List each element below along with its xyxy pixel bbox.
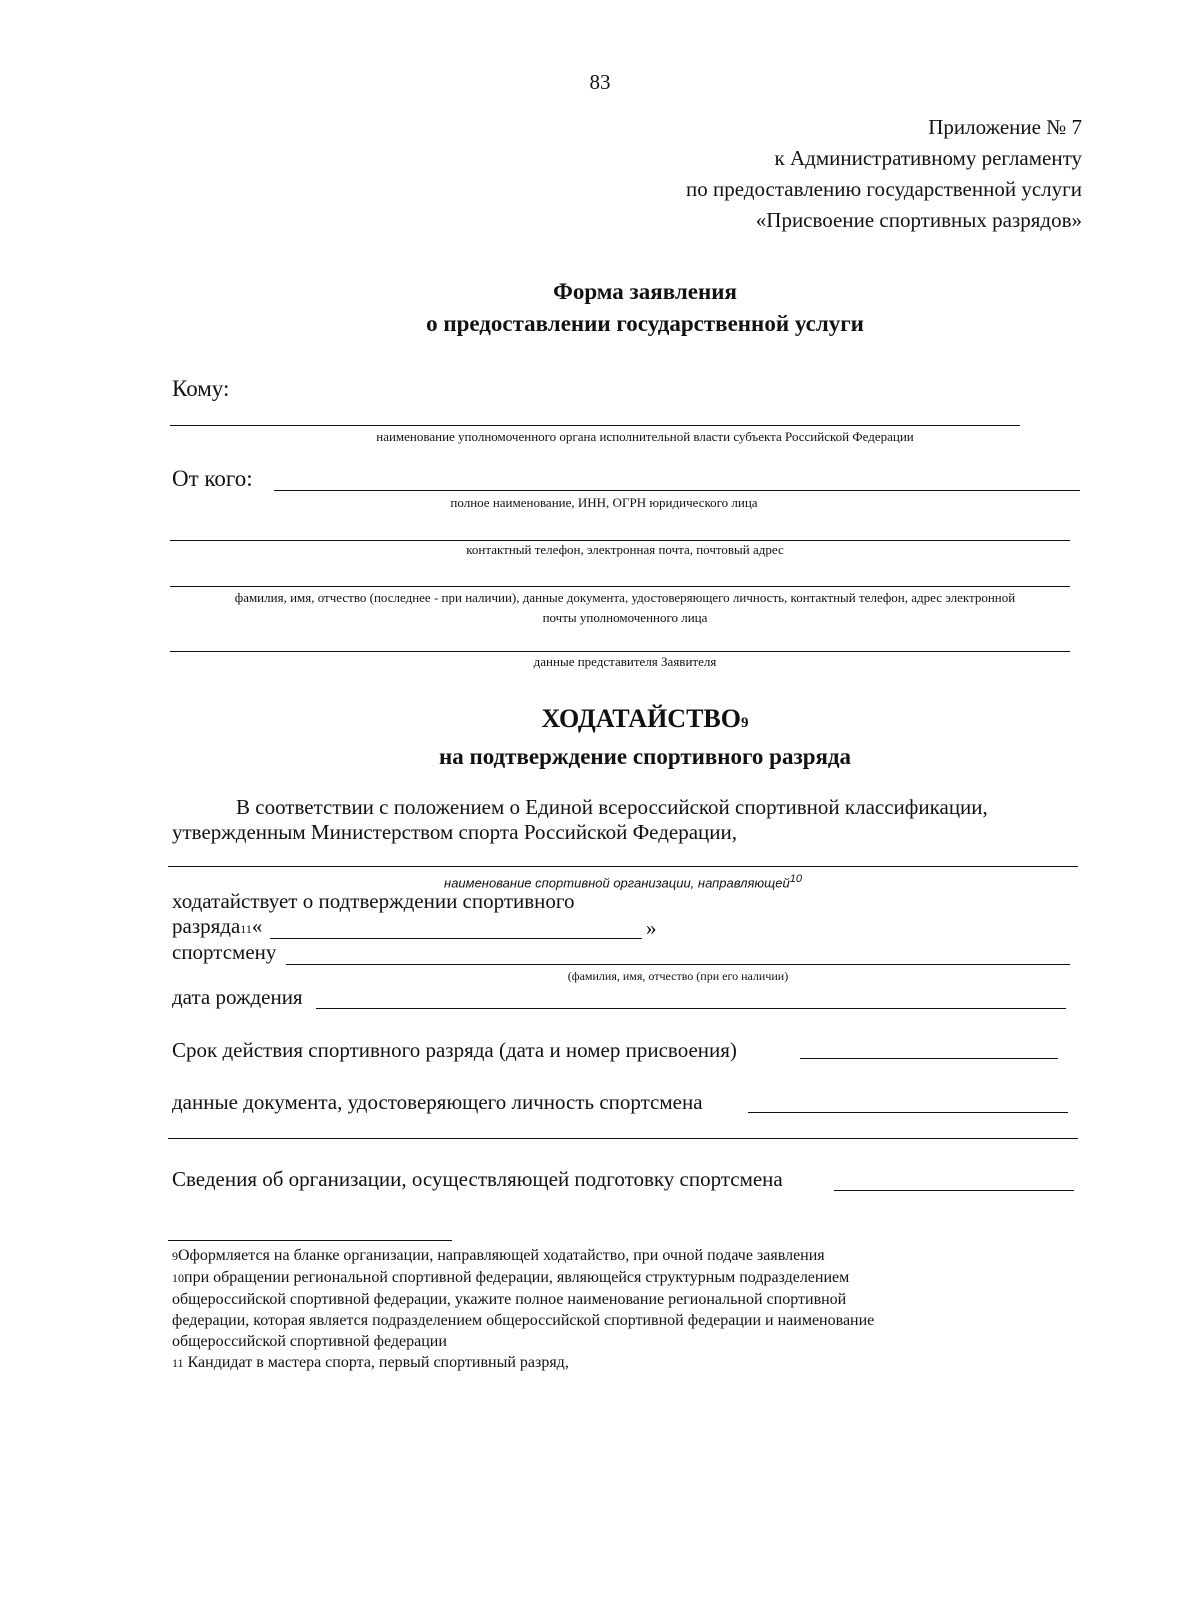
footnote-9-text: Оформляется на бланке организации, направляющей ходатайство, при очной подаче заявления bbox=[178, 1247, 825, 1264]
id-doc-label: данные документа, удостоверяющего личность спортсмена bbox=[172, 1090, 703, 1114]
footnote-9 bbox=[172, 1245, 1032, 1267]
sender-caption-3-line-2: почты уполномоченного лица bbox=[542, 610, 708, 625]
sender-caption-1: полное наименование, ИНН, ОГРН юридического лица bbox=[450, 495, 758, 510]
rank-row bbox=[172, 914, 262, 939]
footnote-11 bbox=[172, 1352, 1032, 1374]
petition-title-note: 9 bbox=[741, 715, 749, 731]
sender-line-3[interactable] bbox=[170, 586, 1070, 587]
appendix-block bbox=[686, 112, 1082, 236]
sender-caption-4: данные представителя Заявителя bbox=[533, 654, 717, 669]
footnote-10 bbox=[172, 1267, 1032, 1289]
footnote-10-text-1: при обращении региональной спортивной федерации, являющейся структурным подразделением bbox=[184, 1269, 850, 1286]
sender-caption-2: контактный телефон, электронная почта, почтовый адрес bbox=[466, 542, 784, 557]
recipient-caption: наименование уполномоченного органа исполнительной власти субъекта Российской Федерации bbox=[376, 429, 914, 444]
footnote-11-mark: 11 bbox=[172, 1356, 184, 1370]
org-info-label: Сведения об организации, осуществляющей подготовку спортсмена bbox=[172, 1167, 783, 1191]
rank-input-line[interactable] bbox=[270, 938, 642, 939]
athlete-input-line[interactable] bbox=[286, 964, 1070, 965]
sender-caption-3-line-1: фамилия, имя, отчество (последнее - при наличии), данные документа, удостоверяющего личность, контактный телефон, адрес электронной bbox=[234, 590, 1016, 605]
petition-title bbox=[0, 702, 1200, 774]
footnote-10-text-3: федерации, которая является подразделением общероссийской спортивной федерации и наименование bbox=[172, 1312, 875, 1329]
id-doc-input-line-2[interactable] bbox=[168, 1138, 1078, 1139]
appendix-line-1: Приложение № 7 bbox=[928, 115, 1082, 139]
requests-line: ходатайствует о подтверждении спортивного bbox=[172, 889, 575, 913]
petition-title-text: ХОДАТАЙСТВО bbox=[541, 704, 741, 733]
footnote-separator bbox=[168, 1240, 452, 1241]
rank-label: разряда bbox=[172, 914, 241, 938]
rank-open-quote: « bbox=[251, 914, 263, 938]
org-caption-note: 10 bbox=[789, 873, 802, 885]
footnotes bbox=[172, 1245, 1032, 1374]
footnote-11-text: Кандидат в мастера спорта, первый спортивный разряд, bbox=[183, 1354, 569, 1371]
recipient-line[interactable] bbox=[170, 425, 1020, 426]
rank-close-quote: » bbox=[646, 916, 657, 940]
id-doc-input-line[interactable] bbox=[748, 1112, 1068, 1113]
sender-line-1[interactable] bbox=[274, 490, 1080, 491]
footnote-10-text-2: общероссийской спортивной федерации, укажите полное наименование региональной спортивной bbox=[172, 1291, 847, 1308]
appendix-line-2: к Административному регламенту bbox=[774, 146, 1082, 170]
rank-note: 11 bbox=[240, 922, 252, 936]
birth-label: дата рождения bbox=[172, 985, 303, 1009]
intro-line-2: утвержденным Министерством спорта Российской Федерации, bbox=[172, 820, 738, 844]
form-title-line-2: о предоставлении государственной услуги bbox=[426, 311, 864, 336]
appendix-line-3: по предоставлению государственной услуги bbox=[686, 177, 1082, 201]
birth-input-line[interactable] bbox=[316, 1008, 1066, 1009]
footnote-10-text-4: общероссийской спортивной федерации bbox=[172, 1333, 447, 1350]
form-title bbox=[0, 276, 1200, 340]
athlete-label: спортсмену bbox=[172, 940, 277, 964]
footnote-9-mark: 9 bbox=[172, 1249, 178, 1263]
footnote-10-mark: 10 bbox=[172, 1271, 184, 1285]
sender-label: От кого: bbox=[172, 466, 253, 491]
recipient-label: Кому: bbox=[172, 376, 230, 401]
athlete-caption: (фамилия, имя, отчество (при его наличии) bbox=[567, 969, 789, 983]
petition-subtitle: на подтверждение спортивного разряда bbox=[438, 744, 852, 769]
form-title-line-1: Форма заявления bbox=[553, 279, 737, 304]
validity-label: Срок действия спортивного разряда (дата и номер присвоения) bbox=[172, 1038, 737, 1062]
sender-caption-3 bbox=[160, 588, 1090, 628]
validity-input-line[interactable] bbox=[800, 1058, 1058, 1059]
org-name-line[interactable] bbox=[168, 866, 1078, 867]
appendix-line-4: «Присвоение спортивных разрядов» bbox=[755, 208, 1082, 232]
page-number: 83 bbox=[589, 70, 611, 94]
org-info-input-line[interactable] bbox=[834, 1190, 1074, 1191]
org-name-caption: наименование спортивной организации, направляющей$^{10}$ bbox=[444, 873, 802, 891]
intro-line-1: В соответствии с положением о Единой всероссийской спортивной классификации, bbox=[236, 795, 988, 819]
